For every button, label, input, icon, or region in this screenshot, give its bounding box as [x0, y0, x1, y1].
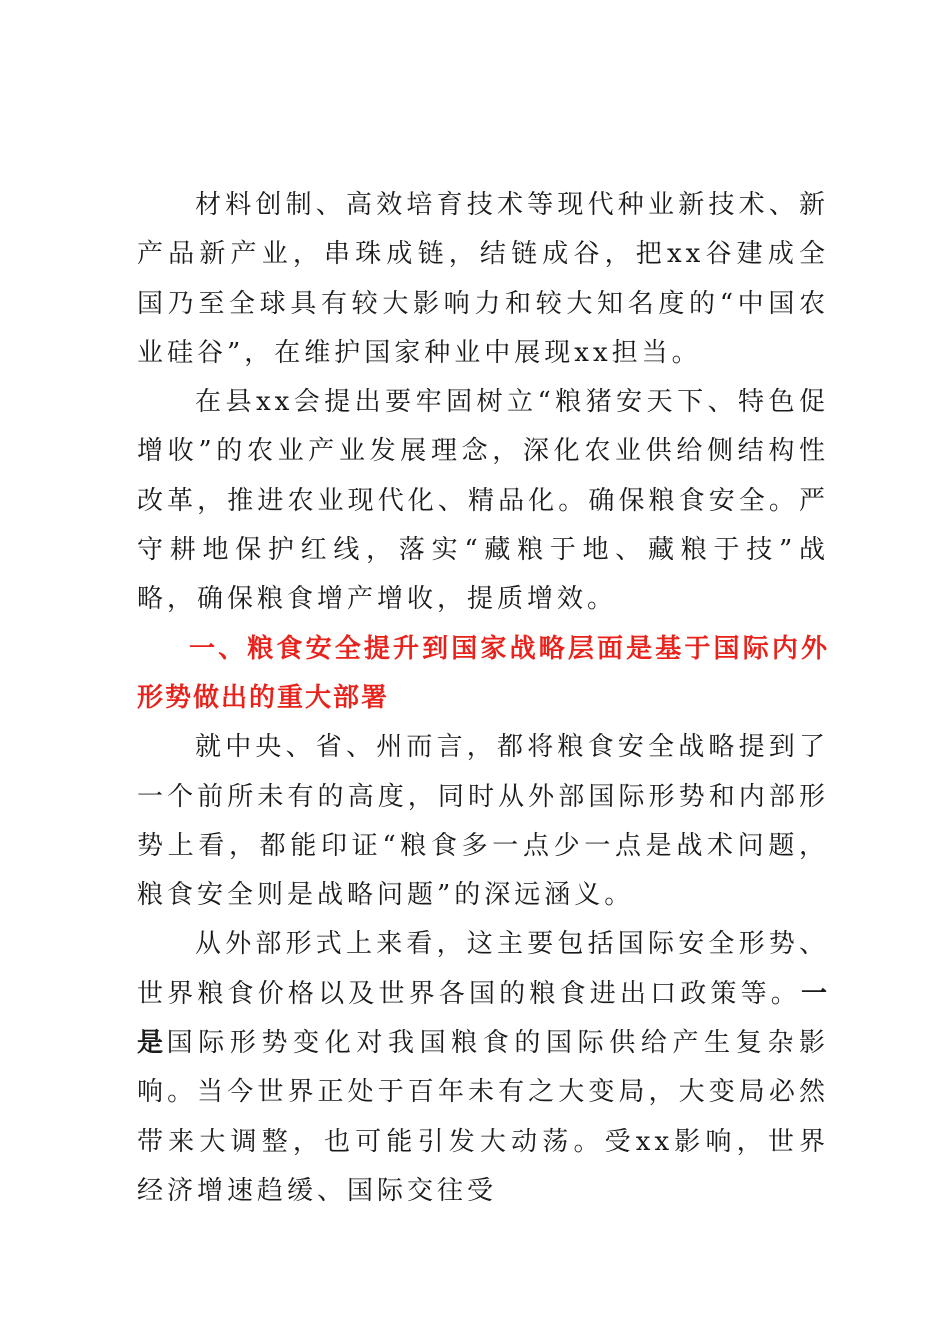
paragraph-4 — [137, 920, 829, 1216]
paragraph-1: 材料创制、高效培育技术等现代种业新技术、新产品新产业，串珠成链，结链成谷，把xx谷建成全国乃至全球具有较大影响力和较大知名度的“中国农业硅谷”，在维护国家种业中展现xx担当。 — [137, 190, 829, 368]
document-body — [137, 181, 829, 1216]
paragraph-4-rest: 国际形势变化对我国粮食的国际供给产生复杂影响。当今世界正处于百年未有之大变局，大变局必然带来大调整，也可能引发大动荡。受xx影响，世界经济增速趋缓、国际交往受 — [137, 1028, 829, 1206]
section-heading-1: 一、粮食安全提升到国家战略层面是基于国际内外形势做出的重大部署 — [137, 633, 829, 713]
paragraph-4-lead: 从外部形式上来看，这主要包括国际安全形势、世界粮食价格以及世界各国的粮食进出口政策等。 — [137, 929, 829, 1009]
paragraph-4-emphasis: 一是 — [137, 978, 829, 1059]
paragraph-2: 在县xx会提出要牢固树立“粮猪安天下、特色促增收”的农业产业发展理念，深化农业供给侧结构性改革，推进农业现代化、精品化。确保粮食安全。严守耕地保护红线，落实“藏粮于地、藏粮于技”战略，确保粮食增产增收，提质增效。 — [137, 387, 829, 615]
paragraph-3: 就中央、省、州而言，都将粮食安全战略提到了一个前所未有的高度，同时从外部国际形势和内部形势上看，都能印证“粮食多一点少一点是战术问题，粮食安全则是战略问题”的深远涵义。 — [137, 732, 829, 911]
